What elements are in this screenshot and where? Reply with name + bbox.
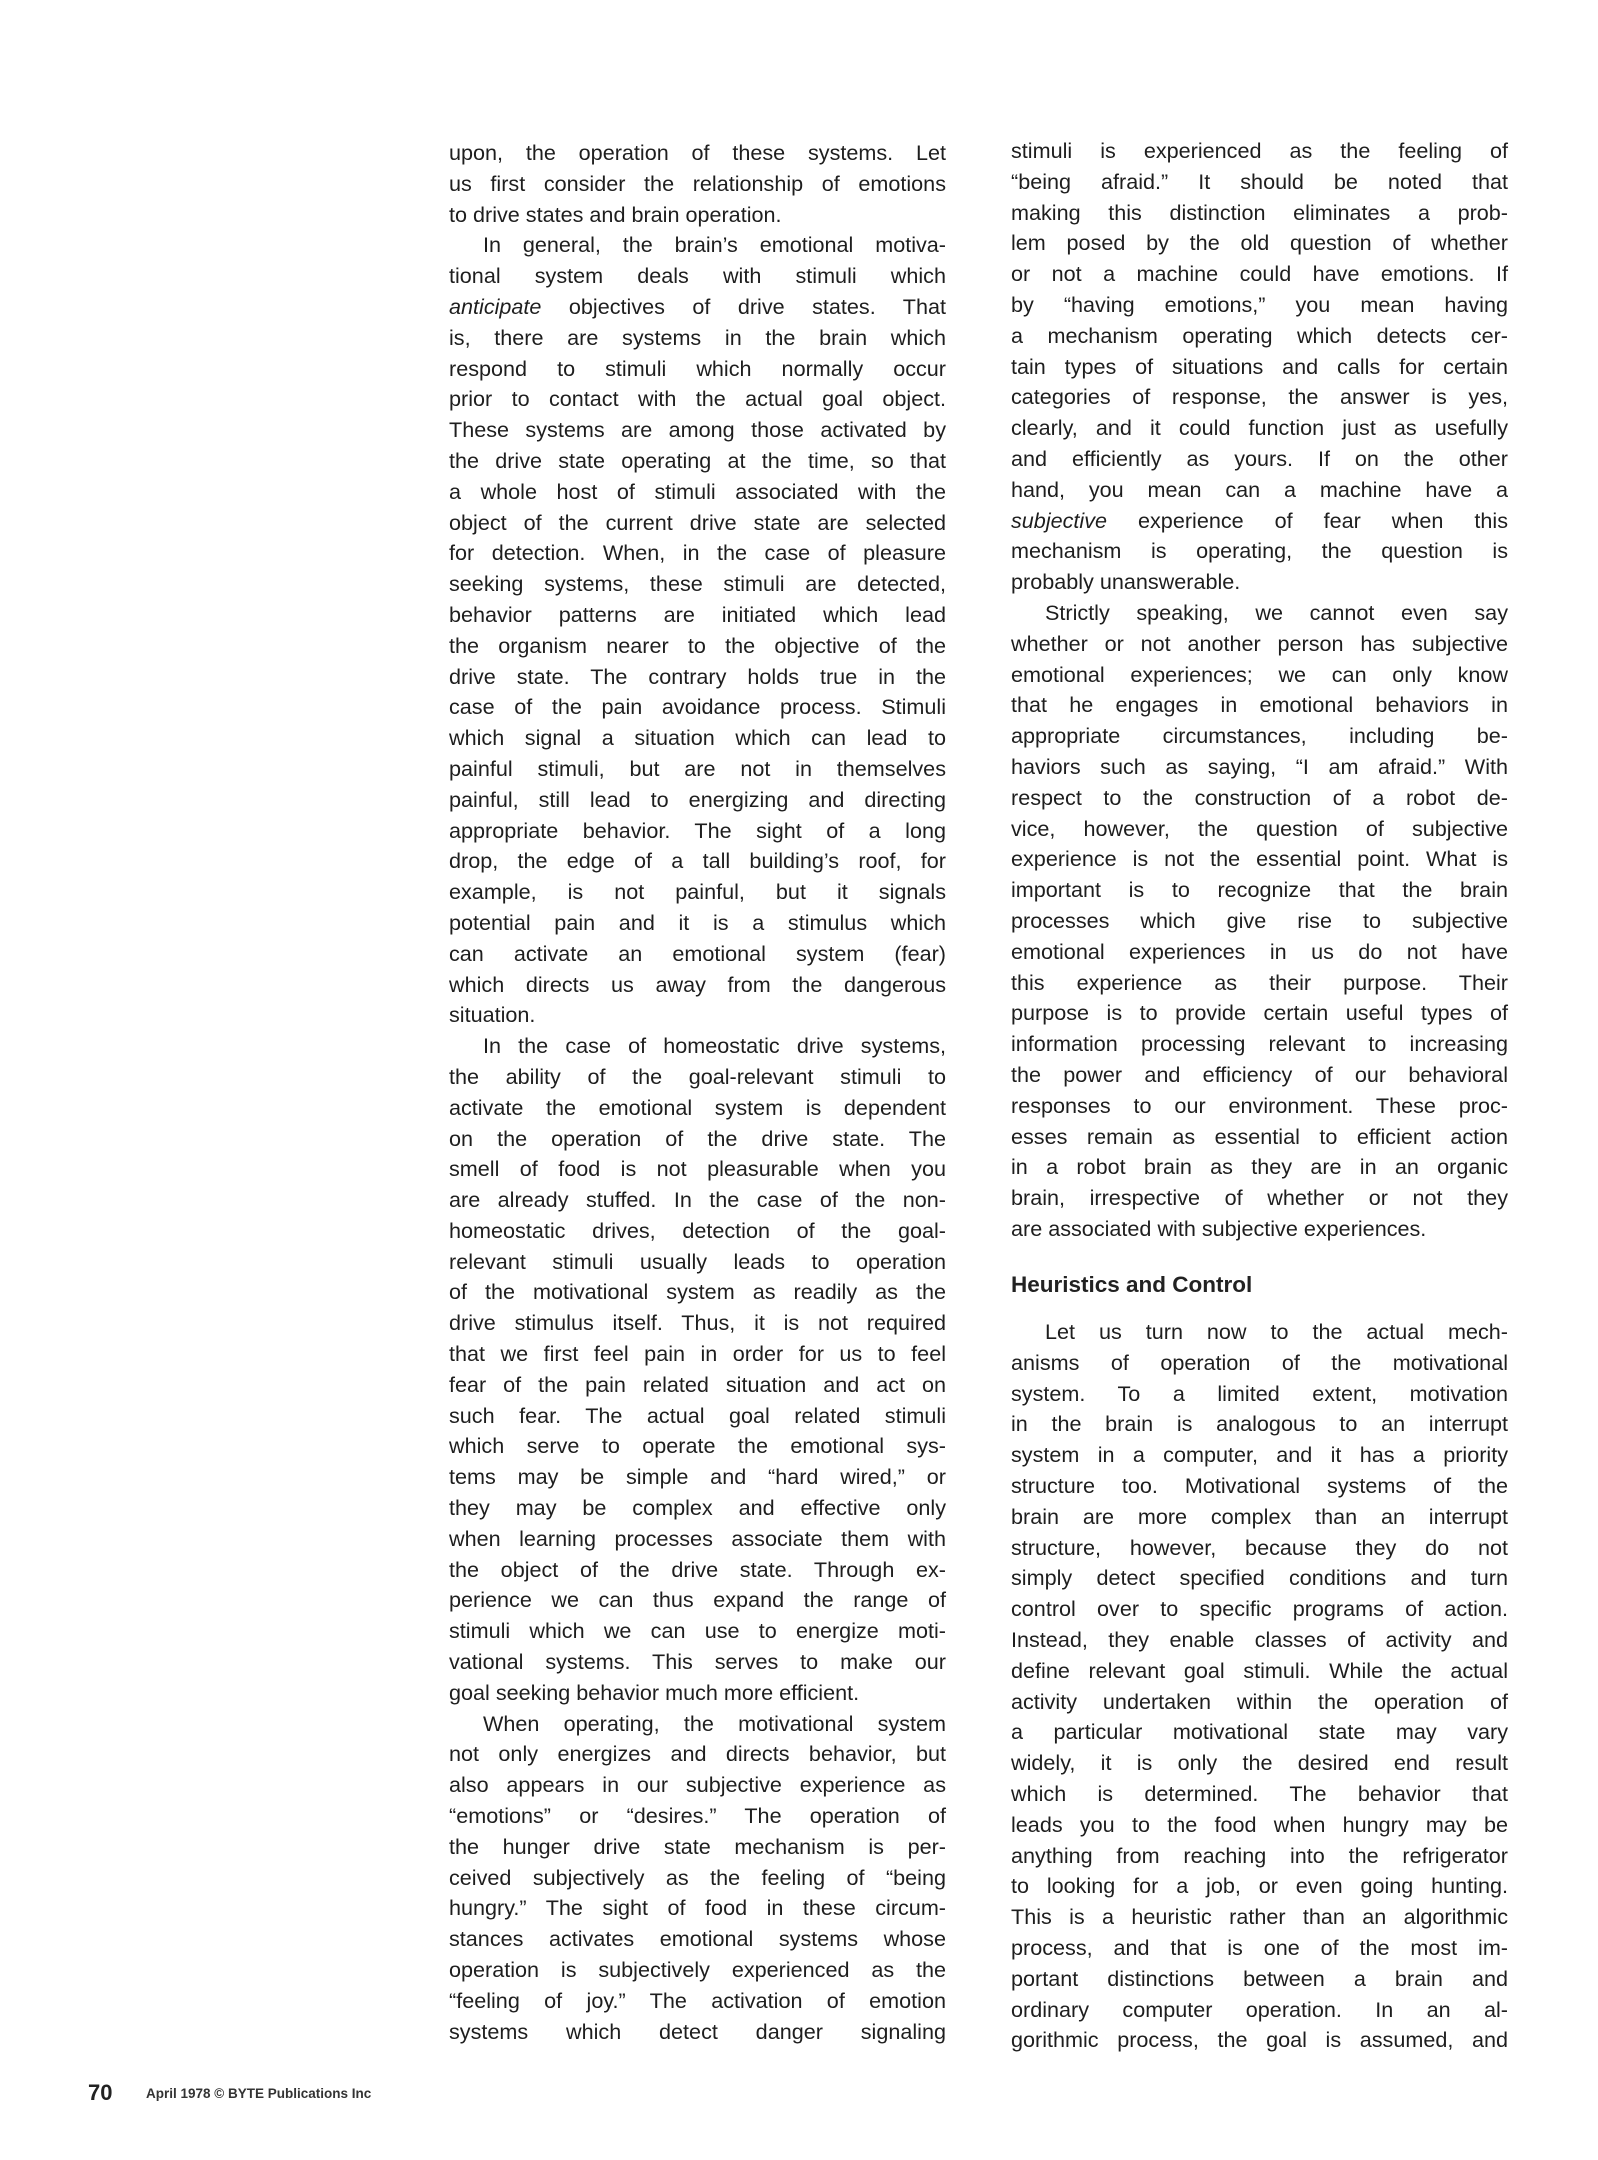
paragraph <box>449 230 946 1031</box>
text-line: information processing relevant to increasing <box>1011 1031 1508 1057</box>
text-line: experience is not the essential point. What is <box>1011 846 1508 872</box>
text-line: seeking systems, these stimuli are detected, <box>449 571 946 597</box>
text-line: are already stuffed. In the case of the non- <box>449 1187 946 1213</box>
text-line: goal seeking behavior much more efficient. <box>449 1679 860 1705</box>
text-line: brain, irrespective of whether or not they <box>1011 1185 1508 1211</box>
text-line: that we first feel pain in order for us to feel <box>449 1341 946 1367</box>
text-line: for detection. When, in the case of pleasure <box>449 540 946 566</box>
text-line: When operating, the motivational system <box>483 1710 946 1736</box>
text-line: drop, the edge of a tall building’s roof, for <box>449 848 946 874</box>
text-line: which directs us away from the dangerous <box>449 971 946 997</box>
text-line: which signal a situation which can lead to <box>449 725 946 751</box>
text-line: responses to our environment. These proc- <box>1011 1092 1508 1118</box>
paragraph <box>449 1031 946 1709</box>
paragraph <box>1011 1317 1508 2056</box>
text-line: operation is subjectively experienced as the <box>449 1957 946 1983</box>
text-line: Strictly speaking, we cannot even say <box>1045 599 1508 625</box>
text-line: whether or not another person has subjective <box>1011 630 1508 656</box>
text-line: a whole host of stimuli associated with the <box>449 478 946 504</box>
text-line: systems which detect danger signaling <box>449 2018 946 2044</box>
text-line: “emotions” or “desires.” The operation of <box>449 1803 946 1829</box>
text-line: situation. <box>449 1002 536 1028</box>
text-line: stances activates emotional systems whose <box>449 1926 946 1952</box>
text-line: anything from reaching into the refrigerator <box>1011 1842 1508 1868</box>
text-line: us first consider the relationship of emotions <box>449 170 946 196</box>
text-line: emotional experiences in us do not have <box>1011 938 1508 964</box>
text-line: which is determined. The behavior that <box>1011 1780 1508 1806</box>
right-column-top <box>1011 136 1508 1245</box>
text-line: mechanism is operating, the question is <box>1011 538 1508 564</box>
paragraph <box>449 138 946 230</box>
text-line: example, is not painful, but it signals <box>449 879 946 905</box>
text-line: object of the current drive state are selected <box>449 509 946 535</box>
paragraph <box>1011 136 1508 598</box>
text-line: the drive state operating at the time, so that <box>449 447 946 473</box>
text-line: emotional experiences; we can only know <box>1011 661 1508 687</box>
text-line: perience we can thus expand the range of <box>449 1587 946 1613</box>
text-line <box>449 292 946 323</box>
text-line: tain types of situations and calls for certain <box>1011 353 1508 379</box>
text-line: important is to recognize that the brain <box>1011 877 1508 903</box>
text-line: a particular motivational state may vary <box>1011 1719 1508 1745</box>
text-line: activity undertaken within the operation of <box>1011 1688 1508 1714</box>
text-line: the power and efficiency of our behavioral <box>1011 1061 1508 1087</box>
text-line: the organism nearer to the objective of the <box>449 632 946 658</box>
text-line: in a robot brain as they are in an organic <box>1011 1154 1508 1180</box>
text-line: purpose is to provide certain useful types of <box>1011 1000 1508 1026</box>
text-line: they may be complex and effective only <box>449 1495 946 1521</box>
text-line <box>1011 506 1508 537</box>
footer-credit: April 1978 © BYTE Publications Inc <box>146 2086 372 2101</box>
text-line: This is a heuristic rather than an algorithmic <box>1011 1904 1508 1930</box>
text-line: system in a computer, and it has a priority <box>1011 1442 1508 1468</box>
text-line: respect to the construction of a robot de- <box>1011 784 1508 810</box>
text-line: stimuli which we can use to energize moti- <box>449 1618 946 1644</box>
text-line: probably unanswerable. <box>1011 569 1241 595</box>
text-line: prior to contact with the actual goal object. <box>449 386 946 412</box>
text-line: widely, it is only the desired end result <box>1011 1750 1508 1776</box>
text-line: stimuli is experienced as the feeling of <box>1011 138 1508 163</box>
text-line: fear of the pain related situation and act on <box>449 1371 946 1397</box>
text-line: clearly, and it could function just as usefully <box>1011 415 1508 441</box>
text-line: In general, the brain’s emotional motiva- <box>483 232 946 258</box>
text-line: case of the pain avoidance process. Stimuli <box>449 694 946 720</box>
text-line: activate the emotional system is dependent <box>449 1094 946 1120</box>
text-line: smell of food is not pleasurable when you <box>449 1156 946 1182</box>
text-line: esses remain as essential to efficient action <box>1011 1123 1508 1149</box>
italic-text: subjective <box>1011 507 1108 533</box>
text-line: this experience as their purpose. Their <box>1011 969 1508 995</box>
text-line: appropriate circumstances, including be- <box>1011 723 1508 749</box>
text-line: which serve to operate the emotional sys- <box>449 1433 946 1459</box>
text-line: anisms of operation of the motivational <box>1011 1349 1508 1375</box>
text-line: control over to specific programs of action. <box>1011 1596 1508 1622</box>
text-line: relevant stimuli usually leads to operation <box>449 1248 946 1274</box>
text-line: a mechanism operating which detects cer- <box>1011 322 1508 348</box>
text-line: homeostatic drives, detection of the goal- <box>449 1217 946 1243</box>
text-line: define relevant goal stimuli. While the actual <box>1011 1657 1508 1683</box>
text-line: when learning processes associate them with <box>449 1525 946 1551</box>
text-line: drive stimulus itself. Thus, it is not required <box>449 1310 946 1336</box>
left-column <box>449 138 946 2047</box>
text-line: to looking for a job, or even going hunting. <box>1011 1873 1508 1899</box>
text-line: can activate an emotional system (fear) <box>449 940 946 966</box>
right-column-bottom <box>1011 1317 1508 2056</box>
italic-text: anticipate <box>449 293 542 319</box>
text-line: on the operation of the drive state. The <box>449 1125 946 1151</box>
text-line: gorithmic process, the goal is assumed, and <box>1011 2027 1508 2053</box>
text-line: or not a machine could have emotions. If <box>1011 261 1508 287</box>
text-line: also appears in our subjective experience as <box>449 1772 946 1798</box>
text-line: process, and that is one of the most im- <box>1011 1934 1508 1960</box>
text-line: of the motivational system as readily as the <box>449 1279 946 1305</box>
text-line: the object of the drive state. Through ex- <box>449 1556 946 1582</box>
text-line: haviors such as saying, “I am afraid.” With <box>1011 753 1508 779</box>
text-line: system. To a limited extent, motivation <box>1011 1380 1508 1406</box>
text-line: the hunger drive state mechanism is per- <box>449 1833 946 1859</box>
page-number: 70 <box>88 2080 113 2105</box>
text-segment: objectives of drive states. That <box>541 293 946 319</box>
text-line: are associated with subjective experiences. <box>1011 1215 1427 1241</box>
text-line: painful, still lead to energizing and directing <box>449 786 946 812</box>
paragraph <box>1011 598 1508 1245</box>
text-line: vice, however, the question of subjective <box>1011 815 1508 841</box>
text-line: drive state. The contrary holds true in the <box>449 663 946 689</box>
text-line: not only energizes and directs behavior, but <box>449 1741 946 1767</box>
text-line: and efficiently as yours. If on the other <box>1011 445 1508 471</box>
text-line: structure, however, because they do not <box>1011 1534 1508 1560</box>
text-line: the ability of the goal-relevant stimuli to <box>449 1063 946 1089</box>
text-line: Instead, they enable classes of activity and <box>1011 1626 1508 1652</box>
text-line: that he engages in emotional behaviors in <box>1011 692 1508 718</box>
text-line: such fear. The actual goal related stimuli <box>449 1402 946 1428</box>
text-line: making this distinction eliminates a prob- <box>1011 199 1508 225</box>
text-line: ceived subjectively as the feeling of “being <box>449 1864 946 1890</box>
text-line: to drive states and brain operation. <box>449 201 782 227</box>
text-line: categories of response, the answer is yes, <box>1011 384 1508 410</box>
text-line: simply detect specified conditions and turn <box>1011 1565 1508 1591</box>
text-line: leads you to the food when hungry may be <box>1011 1811 1508 1837</box>
text-line: respond to stimuli which normally occur <box>449 355 946 381</box>
text-line: tems may be simple and “hard wired,” or <box>449 1464 946 1490</box>
text-line: Let us turn now to the actual mech- <box>1045 1319 1508 1344</box>
text-line: upon, the operation of these systems. Let <box>449 140 946 165</box>
text-segment: experience of fear when this <box>1107 507 1508 533</box>
text-line: brain are more complex than an interrupt <box>1011 1503 1508 1529</box>
text-line: vational systems. This serves to make our <box>449 1649 946 1675</box>
text-line: In the case of homeostatic drive systems, <box>483 1033 946 1059</box>
text-line: structure too. Motivational systems of the <box>1011 1472 1508 1498</box>
text-line: hungry.” The sight of food in these circum- <box>449 1895 946 1921</box>
text-line: processes which give rise to subjective <box>1011 907 1508 933</box>
section-heading: Heuristics and Control <box>1011 1272 1253 1297</box>
text-line: “being afraid.” It should be noted that <box>1011 168 1508 194</box>
text-line: lem posed by the old question of whether <box>1011 230 1508 256</box>
text-line: potential pain and it is a stimulus which <box>449 909 946 935</box>
text-line: tional system deals with stimuli which <box>449 263 946 289</box>
text-line: is, there are systems in the brain which <box>449 324 946 350</box>
text-line: “feeling of joy.” The activation of emotion <box>449 1987 946 2013</box>
paragraph <box>449 1709 946 2048</box>
text-line: behavior patterns are initiated which lead <box>449 601 946 627</box>
text-line: by “having emotions,” you mean having <box>1011 291 1508 317</box>
text-line: ordinary computer operation. In an al- <box>1011 1996 1508 2022</box>
text-line: hand, you mean can a machine have a <box>1011 476 1508 502</box>
text-line: in the brain is analogous to an interrupt <box>1011 1411 1508 1437</box>
text-line: These systems are among those activated by <box>449 417 946 443</box>
text-line: painful stimuli, but are not in themselves <box>449 755 946 781</box>
text-line: portant distinctions between a brain and <box>1011 1965 1508 1991</box>
text-line: appropriate behavior. The sight of a long <box>449 817 946 843</box>
